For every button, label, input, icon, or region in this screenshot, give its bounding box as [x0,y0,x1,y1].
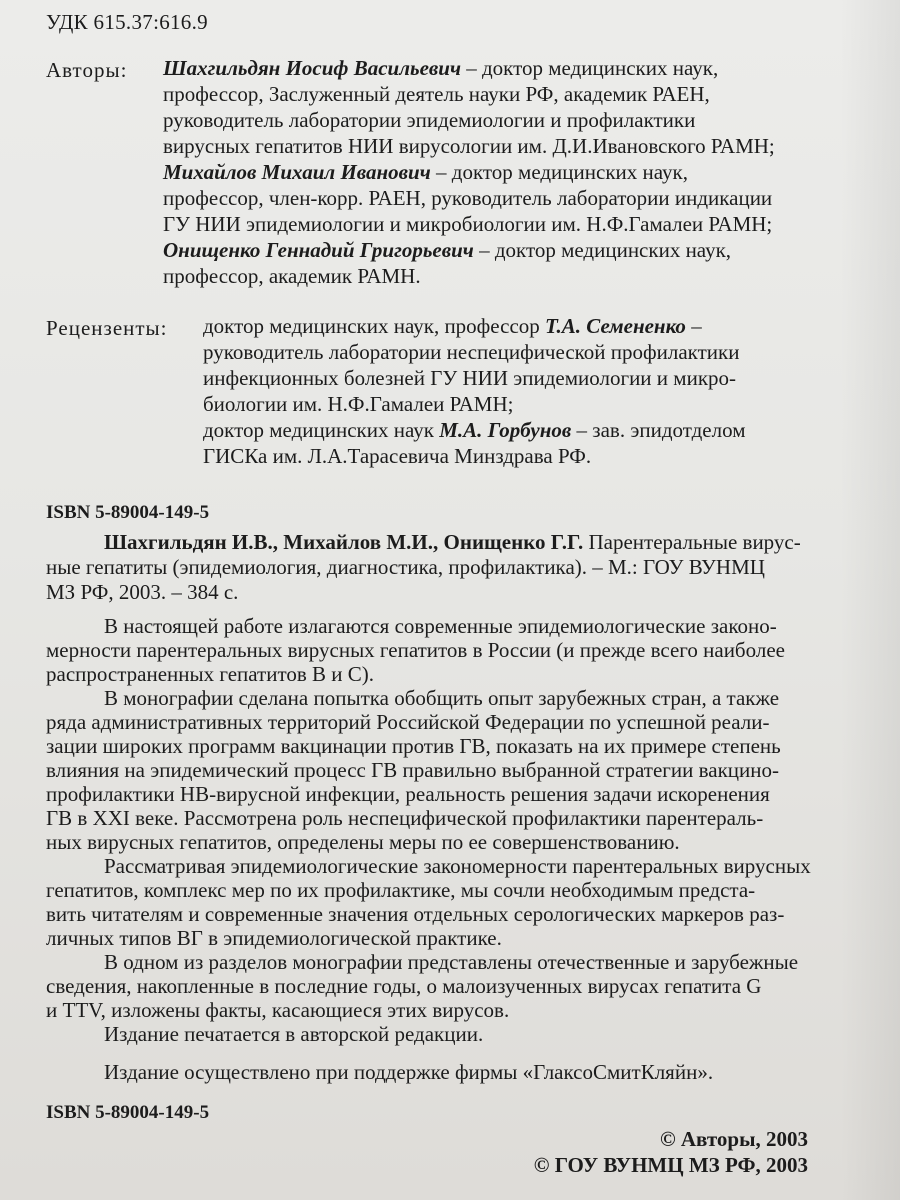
reviewers-list [203,313,746,469]
abstract-line: В одном из разделов монографии представлены отечественные и зарубежные [104,950,799,974]
author-name: Онищенко Геннадий Григорьевич [163,238,474,262]
author-entry [163,237,775,263]
isbn-bottom: ISBN 5-89004-149-5 [46,1102,210,1123]
abstract-line: и TTV, изложены факты, касающиеся этих вирусов. [46,998,510,1022]
abstract-line: ряда административных территорий Российской Федерации по успешной реали- [46,710,770,734]
reviewer-line: руководитель лаборатории неспецифической профилактики [203,340,740,364]
abstract-line: мерности парентеральных вирусных гепатитов в России (и прежде всего наиболее [46,638,785,662]
abstract-line: Рассматривая эпидемиологические закономерности парентеральных вирусных [104,854,811,878]
support-note: Издание осуществлено при поддержке фирмы «ГлаксоСмитКляйн». [104,1060,714,1084]
biblio-line: ные гепатиты (эпидемиология, диагностика, профилактика). – М.: ГОУ ВУНМЦ [46,555,765,579]
abstract-line: распространенных гепатитов В и С). [46,662,375,686]
abstract-line: зации широких программ вакцинации против ГВ, показать на их примере степень [46,734,781,758]
abstract-line: вить читателям и современные значения отдельных серологических маркеров раз- [46,902,785,926]
abstract-line: сведения, накопленные в последние годы, о малоизученных вирусах гепатита G [46,974,762,998]
abstract-line: В настоящей работе излагаются современные эпидемиологические законо- [104,614,777,638]
abstract-line: влияния на эпидемический процесс ГВ правильно выбранной стратегии вакцино- [46,758,779,782]
author-entry [163,159,775,185]
udk-code: УДК 615.37:616.9 [46,10,208,34]
reviewers-label: Рецензенты: [46,316,168,340]
editorial-note: Издание печатается в авторской редакции. [104,1022,484,1046]
reviewer-line: ГИСКа им. Л.А.Тарасевича Минздрава РФ. [203,444,592,468]
biblio-line [104,530,801,555]
reviewer-entry [203,417,746,443]
author-line: профессор, академик РАМН. [163,264,421,288]
author-line: ГУ НИИ эпидемиологии и микробиологии им. Н.Ф.Гамалеи РАМН; [163,212,773,236]
copyright-publisher: © ГОУ ВУНМЦ МЗ РФ, 2003 [533,1153,808,1177]
author-degree: – доктор медицинских наук, [430,160,688,184]
authors-list [163,55,775,289]
abstract-line: ных вирусных гепатитов, определены меры по ее совершенствованию. [46,830,680,854]
author-line: вирусных гепатитов НИИ вирусологии им. Д.И.Ивановского РАМН; [163,134,775,158]
reviewer-line: инфекционных болезней ГУ НИИ эпидемиологии и микро- [203,366,737,390]
isbn-top: ISBN 5-89004-149-5 [46,502,210,523]
author-line: руководитель лаборатории эпидемиологии и профилактики [163,108,696,132]
abstract-line: В монографии сделана попытка обобщить опыт зарубежных стран, а также [104,686,780,710]
author-degree: – доктор медицинских наук, [473,238,732,262]
reviewer-degree: доктор медицинских наук [203,418,440,442]
copyright-authors: © Авторы, 2003 [659,1127,808,1151]
biblio-line: МЗ РФ, 2003. – 384 с. [46,580,239,604]
bibliographic-record [104,530,801,555]
authors-label: Авторы: [46,58,128,82]
reviewer-position: – зав. эпидотделом [571,418,746,442]
reviewer-dash: – [685,314,702,338]
reviewer-name: М.А. Горбунов [439,418,572,442]
abstract-line: гепатитов, комплекс мер по их профилактике, мы сочли необходимым предста- [46,878,756,902]
author-name: Михайлов Михаил Иванович [163,160,431,184]
abstract-line: ГВ в XXI веке. Рассмотрена роль неспецифической профилактики парентераль- [46,806,764,830]
biblio-title: Парентеральные вирус- [583,530,801,554]
author-line: профессор, член-корр. РАЕН, руководитель лаборатории индикации [163,186,773,210]
abstract-line: профилактики НВ-вирусной инфекции, реальность решения задачи искоренения [46,782,770,806]
author-degree: – доктор медицинских наук, [461,56,719,80]
author-line: профессор, Заслуженный деятель науки РФ, академик РАЕН, [163,82,710,106]
biblio-authors: Шахгильдян И.В., Михайлов М.И., Онищенко Г.Г. [104,530,584,554]
reviewer-entry [203,313,746,339]
author-name: Шахгильдян Иосиф Васильевич [163,56,461,80]
page-edge-shadow [840,0,900,1200]
reviewer-name: Т.А. Семененко [545,314,686,338]
reviewer-line: биологии им. Н.Ф.Гамалеи РАМН; [203,392,514,416]
abstract-line: личных типов ВГ в эпидемиологической практике. [46,926,502,950]
reviewer-degree: доктор медицинских наук, профессор [203,314,546,338]
author-entry [163,55,775,81]
